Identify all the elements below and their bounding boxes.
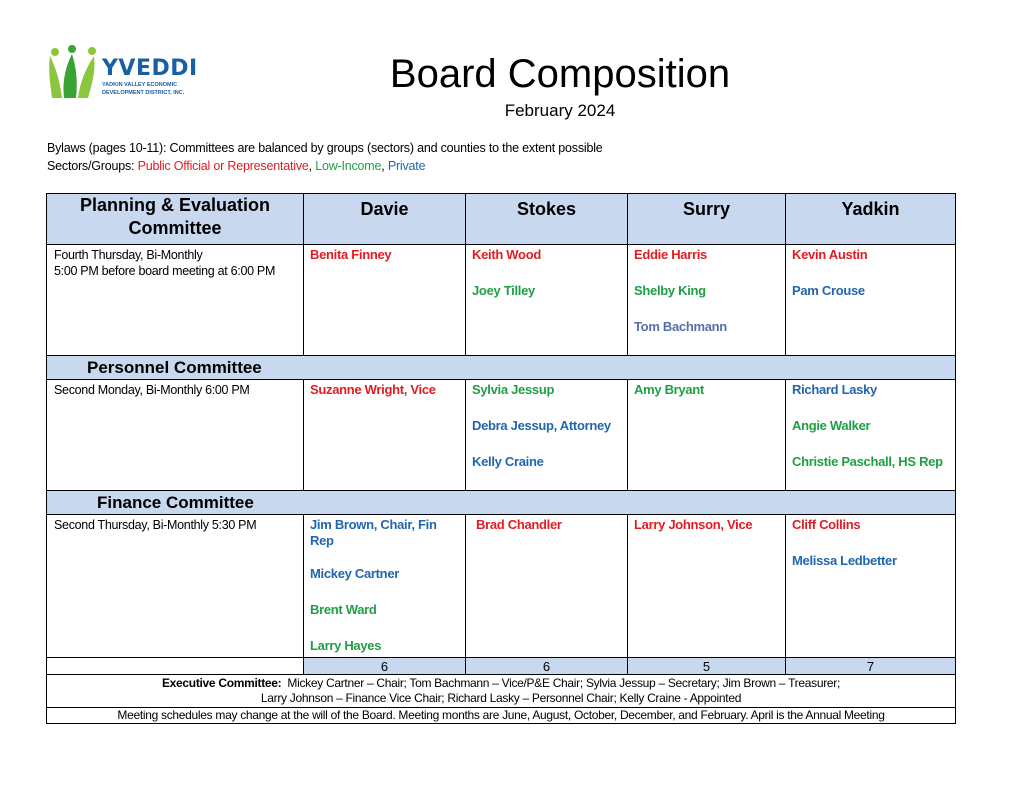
member-name: Keith Wood xyxy=(472,247,541,262)
sector-private: Private xyxy=(387,159,426,173)
executive-line-1: Mickey Cartner – Chair; Tom Bachmann – Vice/P&E Chair; Sylvia Jessup – Secretary; Jim Brown – Treasurer; xyxy=(287,676,841,690)
planning-row xyxy=(47,245,956,356)
logo-subtitle-1: YADKIN VALLEY ECONOMIC xyxy=(102,82,178,88)
finance-surry xyxy=(628,515,786,658)
member-name: Jim Brown, Chair, Fin Rep xyxy=(310,517,437,548)
member-name: Amy Bryant xyxy=(634,382,704,397)
board-table xyxy=(46,193,956,724)
planning-schedule-line2: 5:00 PM before board meeting at 6:00 PM xyxy=(54,264,276,278)
personnel-yadkin xyxy=(786,380,956,491)
page-subtitle: February 2024 xyxy=(504,101,616,120)
count-blank xyxy=(47,658,304,675)
member-name: Melissa Ledbetter xyxy=(792,553,897,568)
header-committee: Planning & Evaluation Committee xyxy=(47,194,304,245)
member-name: Richard Lasky xyxy=(792,382,877,397)
finance-section-row xyxy=(47,491,956,515)
planning-surry xyxy=(628,245,786,356)
logo-subtitle-2: DEVELOPMENT DISTRICT, INC. xyxy=(102,89,185,96)
member-name: Mickey Cartner xyxy=(310,566,400,581)
member-name: Brad Chandler xyxy=(476,517,562,532)
member-name: Joey Tilley xyxy=(472,283,535,298)
executive-label: Executive Committee: xyxy=(161,676,282,690)
planning-stokes xyxy=(466,245,628,356)
note-row xyxy=(47,708,956,724)
finance-committee-title: Finance Committee xyxy=(47,491,956,515)
personnel-row xyxy=(47,380,956,491)
member-name: Angie Walker xyxy=(792,418,871,433)
member-name: Brent Ward xyxy=(310,602,377,617)
header-davie: Davie xyxy=(304,194,466,245)
member-name: Larry Hayes xyxy=(310,638,382,653)
count-row xyxy=(47,658,956,675)
personnel-section-row xyxy=(47,356,956,380)
member-name: Larry Johnson, Vice xyxy=(634,517,753,532)
personnel-surry xyxy=(628,380,786,491)
planning-davie xyxy=(304,245,466,356)
meeting-note: Meeting schedules may change at the will of the Board. Meeting months are June, August, October, December, and February. April is the Annual Meeting xyxy=(47,708,956,724)
member-name: Tom Bachmann xyxy=(634,319,727,334)
sector-low-income: Low-Income xyxy=(315,159,382,173)
page-title: Board Composition xyxy=(389,52,731,96)
personnel-davie xyxy=(304,380,466,491)
member-name: Kelly Craine xyxy=(472,454,544,469)
personnel-committee-title: Personnel Committee xyxy=(47,356,956,380)
member-name: Sylvia Jessup xyxy=(472,382,555,397)
logo-name: YVEDDI xyxy=(102,56,198,81)
member-name: Shelby King xyxy=(634,283,706,298)
member-name: Cliff Collins xyxy=(792,517,861,532)
sectors-label: Sectors/Groups: xyxy=(47,159,135,173)
executive-committee xyxy=(47,675,956,708)
executive-row xyxy=(47,675,956,708)
sector-sep-2: , xyxy=(381,159,388,173)
count-stokes: 6 xyxy=(466,658,628,675)
personnel-schedule: Second Monday, Bi-Monthly 6:00 PM xyxy=(47,380,304,491)
personnel-stokes xyxy=(466,380,628,491)
member-name: Christie Paschall, HS Rep xyxy=(792,454,943,469)
finance-yadkin xyxy=(786,515,956,658)
member-name: Eddie Harris xyxy=(634,247,707,262)
sector-public: Public Official or Representative xyxy=(137,159,309,173)
count-davie: 6 xyxy=(304,658,466,675)
finance-schedule: Second Thursday, Bi-Monthly 5:30 PM xyxy=(47,515,304,658)
planning-schedule xyxy=(47,245,304,356)
member-name: Suzanne Wright, Vice xyxy=(310,382,436,397)
finance-stokes xyxy=(466,515,628,658)
header-stokes: Stokes xyxy=(466,194,628,245)
bylaws-note: Bylaws (pages 10-11): Committees are balanced by groups (sectors) and counties to the extent possible xyxy=(47,141,603,155)
member-name: Kevin Austin xyxy=(792,247,868,262)
member-name: Pam Crouse xyxy=(792,283,865,298)
planning-yadkin xyxy=(786,245,956,356)
header-row xyxy=(47,194,956,245)
finance-davie xyxy=(304,515,466,658)
sectors-legend xyxy=(47,159,425,173)
header-surry: Surry xyxy=(628,194,786,245)
header-yadkin: Yadkin xyxy=(786,194,956,245)
sector-sep-1: , xyxy=(308,159,316,173)
executive-line-2: Larry Johnson – Finance Vice Chair; Richard Lasky – Personnel Chair; Kelly Craine - Appointed xyxy=(260,691,742,705)
count-yadkin: 7 xyxy=(786,658,956,675)
planning-schedule-line1: Fourth Thursday, Bi-Monthly xyxy=(54,248,203,262)
count-surry: 5 xyxy=(628,658,786,675)
member-name: Debra Jessup, Attorney xyxy=(472,418,611,433)
finance-row xyxy=(47,515,956,658)
member-name: Benita Finney xyxy=(310,247,392,262)
